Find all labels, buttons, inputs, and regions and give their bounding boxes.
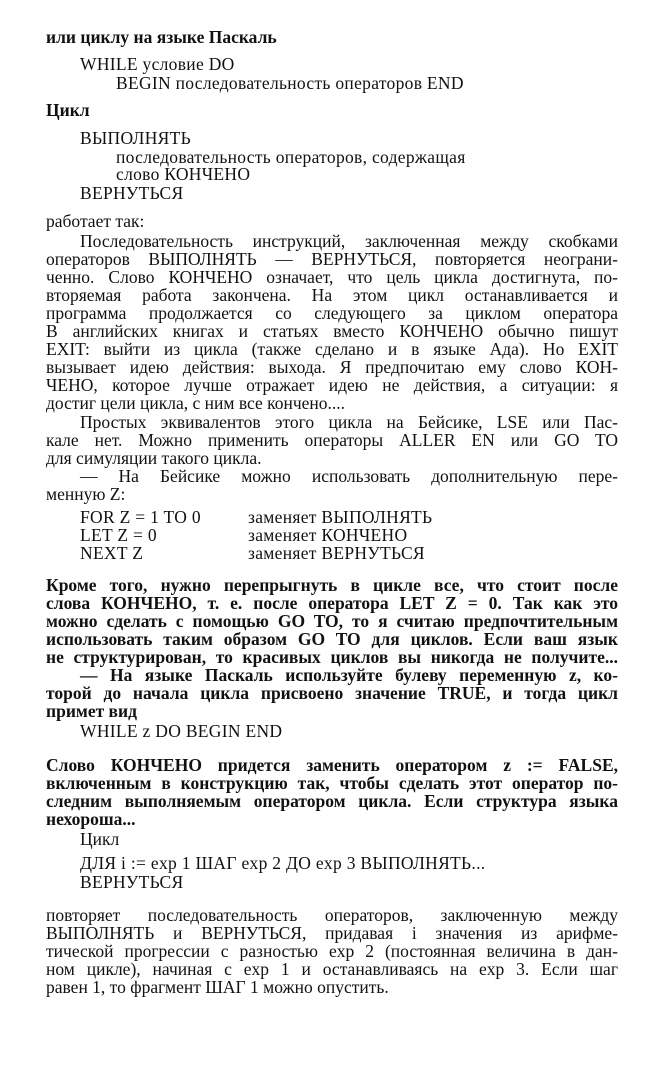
text-line: тической прогрессии с разностью exp 2 (постоянная величина в дан- [46,941,618,961]
text-line: использовать таким образом GO TO для циклов. Если ваш язык [46,629,618,649]
basic-code-cell: заменяет КОНЧЕНО [248,525,408,545]
text-line: EXIT: выйти из цикла (также сделано и в языке Ада). Но EXIT [46,339,618,359]
basic-code-cell: FOR Z = 1 TO 0 [80,507,201,527]
text-line: не структурирован, то красивых циклов вы никогда не получите... [46,647,618,667]
text-line: программа продолжается со следующего за циклом оператора [46,303,618,323]
text-line: Цикл [46,100,90,120]
text-line: ЧЕНО, которое лучше отражает идею не действия, а ситуации: я [46,375,618,395]
text-line: Простых эквивалентов этого цикла на Бейсике, LSE или Пас- [80,412,618,432]
text-line: — На Бейсике можно использовать дополнительную пере- [80,466,618,486]
text-line: Кроме того, нужно перепрыгнуть в цикле все, что стоит после [46,575,618,595]
text-line: работает так: [46,211,145,231]
text-line: повторяет последовательность операторов, заключенную между [46,905,618,925]
code-line: BEGIN последовательность операторов END [116,73,464,93]
text-line: менную Z: [46,484,126,504]
code-line: последовательность операторов, содержащая [116,147,466,167]
text-line: ном цикле), начиная с exp 1 и останавливаясь на exp 3. Если шаг [46,959,618,979]
text-line: слова КОНЧЕНО, т. е. после оператора LET Z = 0. Так как это [46,593,618,613]
text-line: Цикл [80,829,120,849]
text-line: нехороша... [46,809,136,829]
text-line: В английских книгах и статьях вместо КОНЧЕНО обычно пишут [46,321,618,341]
code-line: WHILE z DO BEGIN END [80,721,283,741]
text-line: ВЫПОЛНЯТЬ и ВЕРНУТЬСЯ, придавая i значения из арифме- [46,923,618,943]
text-line: кале нет. Можно применить операторы ALLER EN или GO TO [46,430,618,450]
text-line: операторов ВЫПОЛНЯТЬ — ВЕРНУТЬСЯ, повторяется неограни- [46,249,618,269]
text-line: вызывает идею действия: выхода. Я предпочитаю ему слово КОН- [46,357,618,377]
code-line: ВЕРНУТЬСЯ [80,183,184,203]
basic-code-cell: NEXT Z [80,543,144,563]
text-line: примет вид [46,701,137,721]
basic-code-cell: заменяет ВЫПОЛНЯТЬ [248,507,433,527]
code-line: слово КОНЧЕНО [116,164,251,184]
text-line: вторяемая работа закончена. На этом цикл останавливается и [46,285,618,305]
text-line: достиг цели цикла, с ним все кончено.... [46,393,346,413]
text-line: следним выполняемым оператором цикла. Если структура языка [46,791,618,811]
code-line: ВЫПОЛНЯТЬ [80,128,191,148]
code-line: ДЛЯ i := exp 1 ШАГ exp 2 ДО exp 3 ВЫПОЛНЯТЬ... [80,853,486,873]
text-line: Последовательность инструкций, заключенная между скобками [80,231,618,251]
code-line: WHILE условие DO [80,54,235,74]
text-line: торой до начала цикла присвоено значение TRUE, и тогда цикл [46,683,618,703]
text-line: включенным в конструкцию так, чтобы сделать этот оператор по- [46,773,618,793]
text-line: или циклу на языке Паскаль [46,27,277,47]
text-line: — На языке Паскаль используйте булеву переменную z, ко- [80,665,618,685]
text-line: Слово КОНЧЕНО придется заменить оператором z := FALSE, [46,755,618,775]
text-line: равен 1, то фрагмент ШАГ 1 можно опустить. [46,977,389,997]
text-line: для симуляции такого цикла. [46,448,262,468]
text-line: можно сделать с помощью GO TO, то я считаю предпочтительным [46,611,618,631]
text-line: ченно. Слово КОНЧЕНО означает, что цель цикла достигнута, по- [46,267,618,287]
basic-code-cell: заменяет ВЕРНУТЬСЯ [248,543,425,563]
basic-code-cell: LET Z = 0 [80,525,157,545]
code-line: ВЕРНУТЬСЯ [80,872,184,892]
